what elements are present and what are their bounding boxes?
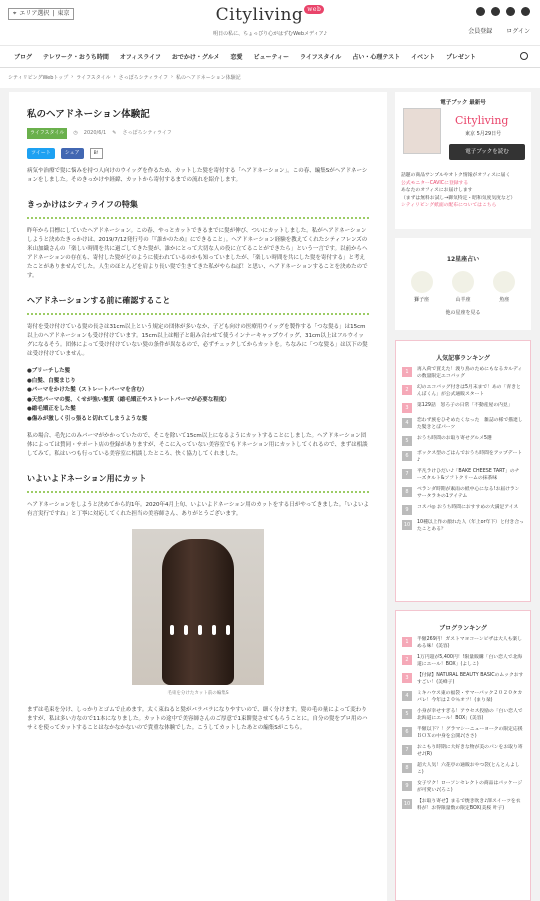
twitter-icon[interactable] (491, 7, 500, 16)
member-links (468, 26, 530, 35)
blog-item[interactable]: 8 超大人気！六花亭の通販おやつ袋(とんとんよしこ) (402, 763, 524, 776)
leo-icon (411, 271, 433, 293)
list-item: ●天然パーマの髪、くせが強い髪質（縮毛矯正やストレートパーマが必要な程度） (27, 396, 230, 403)
nav-item[interactable]: ライフスタイル (300, 54, 342, 61)
section-heading: ヘアドネーションする前に確認すること (27, 296, 369, 315)
site-tagline: 明日の私に、ちょっぴり心がはずむWebメディア♪ (213, 31, 327, 37)
article-date: 2020/6/1 (83, 130, 107, 136)
tweet-button[interactable]: ツイート (27, 148, 55, 159)
site-header (0, 0, 540, 46)
section-heading: いよいよドネーション用にカット (27, 474, 369, 493)
ranking-item[interactable]: 7 平凡ラけひだい♪「BAKE CHEESE TART」のチーズタルト&ソフトクリームの抹茶味 (402, 469, 524, 482)
blog-item[interactable]: 7 おこもり時期に大好きな物が美のパンをお取り寄せ♪(R) (402, 745, 524, 758)
blog-item[interactable]: 3 【付録】NATURAL BEAUTY BASICのムックおすすごい！(美峰子) (402, 673, 524, 686)
sign-item[interactable]: 山羊座 (452, 271, 474, 303)
nav-item[interactable]: テレワーク・おうち時間 (43, 54, 109, 61)
pencil-icon: ✎ (112, 130, 117, 136)
ranking-item[interactable]: 3 第129話 怒ろ子の日常「不動産屋の内見」 (402, 403, 524, 413)
nav-item[interactable]: おでかけ・グルメ (171, 54, 220, 61)
ranking-item[interactable]: 4 恋わず族をひそめたくなった 雑誌の様で描達した髪きとぼパーツ (402, 418, 524, 431)
site-logo[interactable]: Cityliving web (0, 5, 540, 25)
area-label: エリア選択 (19, 10, 50, 17)
article-meta (27, 128, 369, 139)
ranking-item[interactable]: 6 ボックス型のごはんでおうち時間をアップデート♪ (402, 451, 524, 464)
breadcrumb-item[interactable]: さっぽろシティライフ (118, 74, 168, 81)
horoscope-widget (395, 238, 531, 330)
article-paragraph: 昨年から目標にしていたヘアドネーション。この春、やっとカットできるまでに髪が伸び、ついにカットしました。私がヘアドネーションしようと決めたきっかけは、2019/7/12発行号の「『誰かのため』にできること」。ヘアドネーション経験を教えてくれたシティフレンズの米山加織さんの「楽しい時間を共に過ごしてきた髪が、誰かにとって大切な人の役に立てることができたら」という一言です。以前からヘアドネーションの存在も、寄付した髪がどのように使われているのかも知っていましたが、「楽しい時間を共にした髪を寄付する」と考えたことがありませんでした。人生のほとんどを肩より長い髪で生きてきた私がやらねば！と思い、ヘアドネーションすることを決めたのです。 (27, 228, 368, 279)
ranking-item[interactable]: 1 再入荷で買えた！渡り鳥のためにもなるカルディの数量限定エコバッグ (402, 367, 524, 380)
article-paragraph: ヘアドネーションをしようと決めてから約1年。2020年4月上旬、いよいよドネーション用のカットをする日がやってきました。「いよいよ有言実行ですね」と丁寧に対応してくれた担当の美容師さん、ありがとうございます。 (27, 502, 369, 517)
list-item: ●傷みが激しく引っ張ると切れてしまうような髪 (27, 415, 148, 422)
nav-item[interactable]: ビューティー (253, 54, 290, 61)
ebook-date: 東京 5月29日号 (465, 131, 502, 137)
sign-item[interactable]: 魚座 (493, 271, 515, 303)
horoscope-title: 12星座占い (446, 256, 480, 263)
ranking-item[interactable]: 9 コスパ◎ おうち時間におすすめの大満足アイス (402, 505, 524, 515)
search-icon[interactable] (520, 52, 528, 60)
breadcrumb: シティリビングWebトップ › ライフスタイル › さっぽろシティライフ › 私のヘアドネーション体験記 (8, 74, 241, 81)
nav-item[interactable]: プレゼント (446, 54, 476, 61)
article-source[interactable]: さっぽろシティライフ (122, 130, 172, 136)
area-selector[interactable]: ⌖ エリア選択 | 東京 (8, 8, 74, 20)
list-item: ●縮毛矯正をした髪 (27, 406, 76, 412)
blog-item[interactable]: 4 ミキハウス東の福袋・サマーバック２０２０タカバレ！今年は２０％オフ！(まり栞) (402, 691, 524, 704)
blog-item[interactable]: 1 半額269円！ガストマヨコーンピザは大人も楽しめる味！(美容) (402, 637, 524, 650)
ranking-item[interactable]: 5 おうち時間のお取り寄せグルメ5選 (402, 436, 524, 446)
breadcrumb-item[interactable]: シティリビングWebトップ (8, 74, 69, 81)
more-signs-link[interactable]: 他の星座を見る (445, 310, 481, 316)
nav-item[interactable]: 恋愛 (230, 54, 243, 61)
read-ebook-button[interactable]: 電子ブックを読む (449, 144, 525, 160)
facebook-share-button[interactable]: シェア (61, 148, 84, 159)
blog-item[interactable]: 6 半額以下？！グラマシーニューヨークの限定応援ＢＯＸの中身を公開♪(ささ) (402, 727, 524, 740)
login-link[interactable]: ログイン (506, 28, 530, 35)
facebook-icon[interactable] (506, 7, 515, 16)
blog-item[interactable]: 5 小身が幸せすぎる！アウセス投励の「白い恋人で北海道にエール！BOX」(美容) (402, 709, 524, 722)
article-paragraph: まずは毛束を分け、しっかりとゴムで止めます。太く束ねると髪がバラバラになりやすいので、細く分けます。髪の毛の量によって変わりますが、私は多い方なので11本になりました。カットの途中で美容師さんのご厚意で1束餅髪させてもらうことに。自分の髪をプロ用のハサミを使ってカットすることはなかなかないので貴重な体験でした。こうしてカットしたあとの編集Sがこちら。 (27, 707, 368, 731)
article-paragraph: 私の場合、毛先にのみパーマがかかっていたので、そこを除いて15cm以上になるようにカットすることにしました。ヘアドネーション団体によっては賛同・サポート店の登録がありますが、そこに入っていない美容室でもドネーション用にカットしてくれるので、まずは相談してみて。私はいつも行っている美容室に相談したところ、快く協力してくれました。 (27, 433, 368, 457)
list-item: ●白髪、白髪まじり (27, 377, 76, 384)
ranking-item[interactable]: 2 幻のエコバッグ付きは5月末まで！あの「青きとんぼくん」が公式通販スタート (402, 385, 524, 398)
ranking-item[interactable]: 8 ベランダ時期が素雨の紙中心になる!お届けランサータラキの1アイテム (402, 487, 524, 500)
monitor-register-link[interactable]: 公式モニターCAVICに登録する (401, 180, 469, 186)
article-ranking (395, 340, 531, 602)
clock-icon: ◷ (73, 130, 78, 136)
ranking-item[interactable]: 10 10種以上作の顔れた人（年上or年下）と付き合ったことある？ (403, 520, 524, 532)
breadcrumb-item[interactable]: ライフスタイル (76, 74, 111, 81)
distribution-link[interactable]: シティリビング紙面の配布についてはこちら (401, 203, 497, 208)
nav-item[interactable]: ブログ (14, 54, 33, 61)
blog-item[interactable]: 10 【お取り寄せ】まるで焼き吹き♪澤スイーツを衣料が！お得限量数の限定BOX(美桜 叶子) (403, 799, 521, 811)
member-register-link[interactable]: 会員登録 (468, 28, 493, 35)
hatena-bookmark-button[interactable]: B! (90, 148, 103, 159)
share-buttons (27, 148, 369, 159)
blog-item[interactable]: 2 1万円超が5,400円！!限量販購「白い恋人で北海道にエール！BOX」(よしこ) (402, 655, 524, 668)
blog-ranking (395, 610, 531, 901)
article-title: 私のヘアドネーション体験記 (27, 109, 150, 120)
section-heading: きっかけはシティライフの特集 (27, 200, 369, 219)
ebook-header: 電子ブック 最新号 (440, 100, 486, 106)
main-nav (0, 46, 540, 68)
category-tag[interactable]: ライフスタイル (27, 128, 67, 139)
pisces-icon (493, 271, 515, 293)
area-value: 東京 (57, 10, 70, 17)
instagram-icon[interactable] (476, 7, 485, 16)
ebook-logo: Cityliving (455, 114, 509, 127)
article (9, 92, 387, 901)
magazine-cover[interactable] (403, 108, 441, 154)
social-links (476, 7, 530, 16)
sign-item[interactable]: 獅子座 (411, 271, 433, 303)
list-item: ●ブリーチした髪 (27, 368, 71, 374)
ebook-notes: 話題の商品サンプルやオトク情報がオフィスに届く 公式モニターCAVICに登録する あなたのオフィスにお届けします （まずは無料お試し→御気特定・昭和気度気度など） シティリビング紙面の配布についてはこちら (401, 172, 525, 210)
article-paragraph: 寄付を受け付けている髪の長さは31cm以上という規定の団体が多いなか、子ども向けの医療用ウイッグを製作する「つな髪る」は15cm以上のヘアドネーションも受け付けています。15cm以上は帽子と組み合わせて使うインナーキャップウイッグ、31cm以上はフルウイッグになるそう。団体によって受け付けていない髪の条件が異なるので、必ずチェックしてからカットを。ちなみに「つな髪る」は以下の髪は受け付けていません。 (27, 324, 368, 357)
capricorn-icon (452, 271, 474, 293)
hair-photo (132, 529, 264, 685)
photo-caption: 毛束を分けたカット前の編集S (167, 691, 229, 696)
blog-item[interactable]: 9 女子ワク！ローソンセレクトの商品はパッケージが可愛い♪(ろこ) (402, 781, 524, 794)
nav-item[interactable]: 占い・心理テスト (352, 54, 401, 61)
ranking-title: 人気記事ランキング (436, 355, 490, 362)
line-icon[interactable] (521, 7, 530, 16)
article-lead: 病気や治療で髪に悩みを持つ人向けのウイッグを作るため、カットした髪を寄付する「ヘアドネーション」。この春、編集Sがヘアドネーションをしました。そのきっかけや経緯、カットから寄付するまでの流れを紹介します。 (27, 168, 368, 183)
ebook-widget (395, 92, 531, 229)
location-pin-icon: ⌖ (13, 10, 17, 17)
list-item: ●パーマをかけた髪（ストレートパーマを含む） (27, 387, 148, 393)
nav-item[interactable]: オフィスライフ (119, 54, 161, 61)
nav-item[interactable]: イベント (411, 54, 436, 61)
breadcrumb-current: 私のヘアドネーション体験記 (175, 74, 241, 81)
blog-ranking-title: ブログランキング (439, 625, 487, 632)
condition-list (27, 367, 369, 424)
